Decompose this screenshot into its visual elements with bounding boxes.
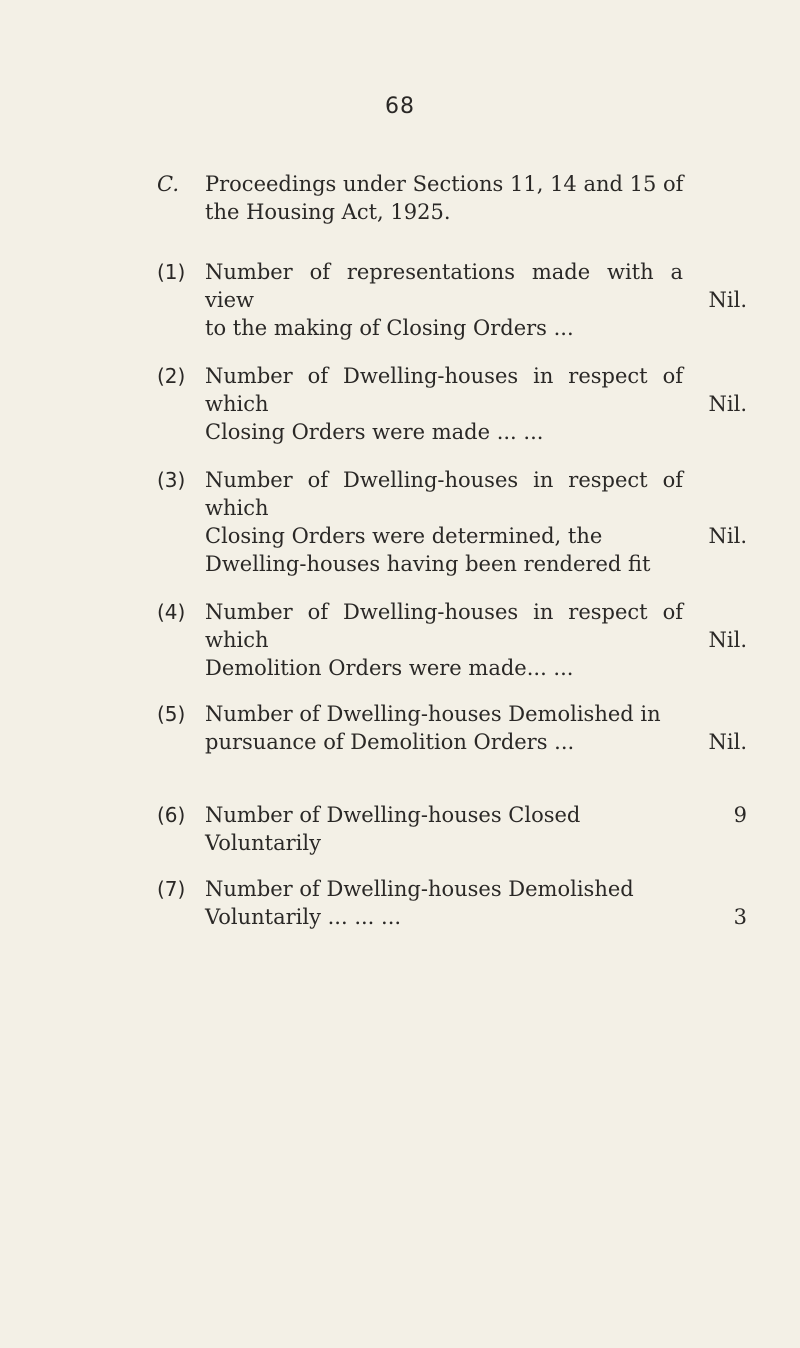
item-number: (7): [157, 877, 186, 901]
item-line: Number of Dwelling-houses Demolished in: [205, 702, 661, 726]
page-number: 68: [385, 94, 415, 119]
item-number: (6): [157, 803, 186, 827]
item-text: [205, 700, 683, 756]
section-letter: C.: [157, 172, 179, 196]
item-value: Nil.: [708, 730, 747, 754]
item-number: (2): [157, 364, 186, 388]
item-line: to the making of Closing Orders ...: [205, 316, 574, 340]
item-text: [205, 466, 683, 578]
list-item: [157, 258, 747, 340]
item-number: (5): [157, 702, 186, 726]
item-text: [205, 875, 683, 931]
section-heading: [157, 170, 747, 226]
item-value: 9: [733, 803, 747, 827]
item-text: [205, 258, 683, 342]
item-value: Nil.: [708, 392, 747, 416]
item-number: (3): [157, 468, 186, 492]
item-line: Number of Dwelling-houses Demolished: [205, 877, 634, 901]
item-line: Number of Dwelling-houses Closed Voluntarily: [205, 803, 581, 855]
item-value: Nil.: [708, 628, 747, 652]
item-number: (1): [157, 260, 186, 284]
list-item: [157, 466, 747, 576]
item-text: [205, 362, 683, 446]
item-text: [205, 598, 683, 682]
item-line: pursuance of Demolition Orders ...: [205, 730, 575, 754]
item-line: Closing Orders were made ... ...: [205, 420, 544, 444]
list-item: [157, 875, 747, 931]
list-item: [157, 700, 747, 756]
item-value: Nil.: [708, 288, 747, 312]
item-line: Voluntarily ... ... ...: [205, 905, 402, 929]
item-text: [205, 801, 683, 857]
item-line: Number of Dwelling-houses in respect of which: [205, 364, 683, 416]
item-line: Number of representations made with a view: [205, 260, 683, 312]
list-item: [157, 362, 747, 444]
item-line: Demolition Orders were made... ...: [205, 656, 574, 680]
section-title: Proceedings under Sections 11, 14 and 15 of the Housing Act, 1925.: [205, 172, 684, 224]
item-line: Number of Dwelling-houses in respect of which: [205, 600, 683, 652]
item-line: Closing Orders were determined, the: [205, 524, 603, 548]
item-value: Nil.: [708, 524, 747, 548]
list-item: [157, 801, 747, 855]
item-number: (4): [157, 600, 186, 624]
item-line: Dwelling-houses having been rendered fit: [205, 552, 651, 576]
item-line: Number of Dwelling-houses in respect of which: [205, 468, 683, 520]
list-item: [157, 598, 747, 680]
item-value: 3: [733, 905, 747, 929]
